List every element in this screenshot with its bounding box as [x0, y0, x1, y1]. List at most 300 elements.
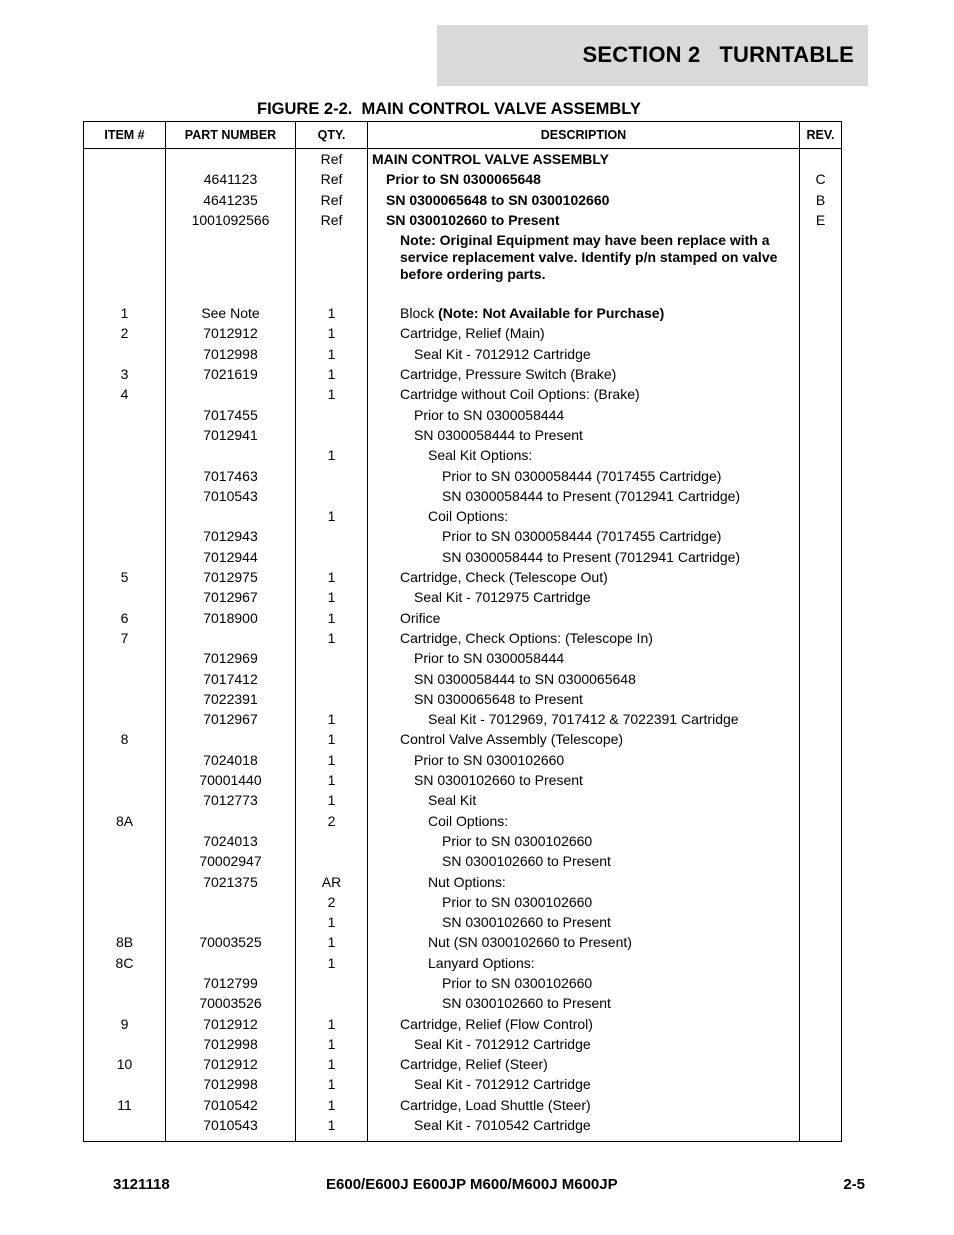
- qty-cell: 1: [296, 1016, 368, 1036]
- qty-cell: 1: [296, 508, 368, 528]
- description-label: Note: Original Equipment may have been replace with a service replacement valve. Identify p/n stamped on valve before ordering parts.: [400, 232, 782, 283]
- description-text: [372, 955, 799, 972]
- description-text: [372, 1097, 799, 1114]
- qty-cell: 1: [296, 447, 368, 467]
- revision-cell: [800, 346, 842, 366]
- part-number-cell: 7012773: [166, 792, 296, 812]
- description-label: Seal Kit - 7012912 Cartridge: [414, 345, 591, 362]
- item-number-cell: [84, 1036, 166, 1056]
- item-number-cell: 8C: [84, 955, 166, 975]
- part-number-cell: 7010543: [166, 488, 296, 508]
- description-cell: [368, 813, 800, 833]
- table-row: [84, 1016, 842, 1036]
- qty-cell: 1: [296, 934, 368, 954]
- description-cell: [368, 232, 800, 305]
- description-text: [372, 630, 799, 647]
- description-label: Cartridge, Check Options: (Telescope In): [400, 629, 653, 646]
- revision-cell: [800, 325, 842, 345]
- item-number-cell: 2: [84, 325, 166, 345]
- revision-cell: [800, 366, 842, 386]
- part-number-cell: 7021619: [166, 366, 296, 386]
- part-number-cell: 7012943: [166, 528, 296, 548]
- description-cell: [368, 772, 800, 792]
- table-row: [84, 813, 842, 833]
- table-row: [84, 192, 842, 212]
- revision-cell: [800, 149, 842, 172]
- description-label: Seal Kit - 7012912 Cartridge: [414, 1076, 591, 1093]
- description-text: [372, 468, 799, 485]
- qty-cell: 2: [296, 813, 368, 833]
- revision-cell: [800, 447, 842, 467]
- part-number-cell: 4641123: [166, 171, 296, 191]
- part-number-cell: 7012998: [166, 1036, 296, 1056]
- item-number-cell: 1: [84, 305, 166, 325]
- revision-cell: [800, 1117, 842, 1142]
- revision-cell: [800, 731, 842, 751]
- part-number-cell: 1001092566: [166, 212, 296, 232]
- revision-cell: [800, 569, 842, 589]
- qty-cell: [296, 853, 368, 873]
- table-header-row: [84, 122, 842, 149]
- part-number-cell: 7024013: [166, 833, 296, 853]
- description-text: [372, 752, 799, 769]
- description-text: [372, 589, 799, 606]
- item-number-cell: [84, 752, 166, 772]
- part-number-cell: 7017463: [166, 468, 296, 488]
- description-text: [372, 853, 799, 870]
- description-label: Seal Kit - 7010542 Cartridge: [414, 1117, 591, 1134]
- part-number-cell: 70001440: [166, 772, 296, 792]
- description-label: SN 0300058444 to Present: [414, 426, 583, 443]
- part-number-cell: 7012912: [166, 1056, 296, 1076]
- description-text: [372, 1117, 799, 1134]
- table-row: [84, 671, 842, 691]
- qty-cell: [296, 488, 368, 508]
- part-number-cell: 70002947: [166, 853, 296, 873]
- part-number-cell: [166, 731, 296, 751]
- qty-cell: 1: [296, 772, 368, 792]
- part-number-cell: 7017455: [166, 407, 296, 427]
- description-text: [372, 711, 799, 728]
- table-row: [84, 386, 842, 406]
- description-cell: [368, 1056, 800, 1076]
- description-label: Block: [400, 305, 439, 322]
- table-row: [84, 366, 842, 386]
- table-row: [84, 853, 842, 873]
- item-number-cell: [84, 508, 166, 528]
- part-number-cell: [166, 447, 296, 467]
- item-number-cell: 3: [84, 366, 166, 386]
- description-cell: [368, 894, 800, 914]
- description-label: MAIN CONTROL VALVE ASSEMBLY: [372, 151, 609, 167]
- table-row: [84, 650, 842, 670]
- part-number-cell: [166, 630, 296, 650]
- qty-cell: 1: [296, 792, 368, 812]
- item-number-cell: [84, 995, 166, 1015]
- description-text: [372, 650, 799, 667]
- qty-cell: [296, 549, 368, 569]
- table-row: [84, 171, 842, 191]
- description-cell: [368, 488, 800, 508]
- table-row: [84, 407, 842, 427]
- description-text: [372, 427, 799, 444]
- qty-cell: 1: [296, 305, 368, 325]
- description-text: [372, 569, 799, 586]
- description-cell: [368, 589, 800, 609]
- description-label: SN 0300058444 to Present (7012941 Cartridge): [442, 548, 741, 565]
- table-row: [84, 427, 842, 447]
- part-number-cell: 7010542: [166, 1097, 296, 1117]
- item-number-cell: 7: [84, 630, 166, 650]
- part-number-cell: 7012975: [166, 569, 296, 589]
- part-number-cell: 7018900: [166, 610, 296, 630]
- description-text: [372, 386, 799, 403]
- description-text: [372, 894, 799, 911]
- description-label: Coil Options:: [428, 812, 509, 829]
- revision-cell: [800, 508, 842, 528]
- description-text: [372, 192, 799, 209]
- item-number-cell: 8B: [84, 934, 166, 954]
- description-cell: [368, 691, 800, 711]
- part-number-cell: 7021375: [166, 874, 296, 894]
- item-number-cell: 4: [84, 386, 166, 406]
- column-header-part-number: PART NUMBER: [166, 122, 296, 149]
- qty-cell: 1: [296, 386, 368, 406]
- description-label: Prior to SN 0300058444: [414, 650, 565, 667]
- qty-cell: 1: [296, 366, 368, 386]
- revision-cell: [800, 488, 842, 508]
- revision-cell: [800, 549, 842, 569]
- revision-cell: [800, 833, 842, 853]
- qty-cell: [296, 528, 368, 548]
- revision-cell: E: [800, 212, 842, 232]
- item-number-cell: [84, 833, 166, 853]
- description-text: [372, 874, 799, 891]
- part-number-cell: 7022391: [166, 691, 296, 711]
- description-label: Lanyard Options:: [428, 954, 535, 971]
- qty-cell: AR: [296, 874, 368, 894]
- revision-cell: [800, 407, 842, 427]
- item-number-cell: [84, 468, 166, 488]
- qty-cell: 1: [296, 914, 368, 934]
- part-number-cell: [166, 894, 296, 914]
- table-row: [84, 772, 842, 792]
- qty-cell: 1: [296, 711, 368, 731]
- table-row: [84, 569, 842, 589]
- revision-cell: [800, 691, 842, 711]
- description-text: [372, 772, 799, 789]
- section-title: SECTION 2 TURNTABLE: [582, 42, 854, 67]
- description-cell: [368, 934, 800, 954]
- description-text: [372, 813, 799, 830]
- table-row: [84, 149, 842, 172]
- table-row: [84, 894, 842, 914]
- part-number-cell: 7012799: [166, 975, 296, 995]
- column-header-description: DESCRIPTION: [368, 122, 800, 149]
- description-text: [372, 1076, 799, 1093]
- part-number-cell: [166, 386, 296, 406]
- revision-cell: [800, 995, 842, 1015]
- description-text: [372, 914, 799, 931]
- part-number-cell: [166, 955, 296, 975]
- revision-cell: [800, 427, 842, 447]
- description-cell: [368, 833, 800, 853]
- qty-cell: Ref: [296, 192, 368, 212]
- table-row: [84, 914, 842, 934]
- part-number-cell: 7010543: [166, 1117, 296, 1142]
- item-number-cell: [84, 711, 166, 731]
- table-row: [84, 508, 842, 528]
- item-number-cell: [84, 792, 166, 812]
- description-text: [372, 447, 799, 464]
- description-text: [372, 528, 799, 545]
- item-number-cell: 8A: [84, 813, 166, 833]
- table-row: [84, 305, 842, 325]
- part-number-cell: 70003526: [166, 995, 296, 1015]
- qty-cell: [296, 671, 368, 691]
- table-row: [84, 630, 842, 650]
- part-number-cell: 7012941: [166, 427, 296, 447]
- item-number-cell: [84, 894, 166, 914]
- revision-cell: [800, 305, 842, 325]
- description-cell: [368, 711, 800, 731]
- table-row: [84, 1117, 842, 1142]
- item-number-cell: 8: [84, 731, 166, 751]
- revision-cell: [800, 813, 842, 833]
- table-row: [84, 792, 842, 812]
- note-text: [372, 232, 799, 305]
- part-number-cell: 7012998: [166, 1076, 296, 1096]
- description-text: [372, 305, 799, 322]
- description-cell: [368, 427, 800, 447]
- description-cell: [368, 955, 800, 975]
- description-text: [372, 975, 799, 992]
- revision-cell: [800, 589, 842, 609]
- qty-cell: Ref: [296, 171, 368, 191]
- table-row: [84, 610, 842, 630]
- part-number-cell: 7012912: [166, 325, 296, 345]
- description-text: [372, 731, 799, 748]
- qty-cell: [296, 995, 368, 1015]
- part-number-cell: 7024018: [166, 752, 296, 772]
- qty-cell: 1: [296, 630, 368, 650]
- qty-cell: [296, 232, 368, 305]
- column-header-item: ITEM #: [84, 122, 166, 149]
- table-row: [84, 1097, 842, 1117]
- description-cell: [368, 149, 800, 172]
- description-label: Cartridge, Pressure Switch (Brake): [400, 366, 617, 383]
- parts-table: [83, 121, 842, 1142]
- item-number-cell: 5: [84, 569, 166, 589]
- table-row: [84, 934, 842, 954]
- qty-cell: Ref: [296, 212, 368, 232]
- item-number-cell: [84, 691, 166, 711]
- table-row: [84, 955, 842, 975]
- description-text: [372, 549, 799, 566]
- description-cell: [368, 468, 800, 488]
- description-label: Cartridge without Coil Options: (Brake): [400, 386, 640, 403]
- table-row: [84, 1056, 842, 1076]
- table-body: [84, 149, 842, 1142]
- revision-cell: [800, 1016, 842, 1036]
- description-label: Seal Kit - 7012975 Cartridge: [414, 589, 591, 606]
- qty-cell: [296, 468, 368, 488]
- item-number-cell: 9: [84, 1016, 166, 1036]
- description-text: [372, 691, 799, 708]
- description-cell: [368, 975, 800, 995]
- table-row: [84, 995, 842, 1015]
- table-row: [84, 325, 842, 345]
- description-cell: [368, 610, 800, 630]
- qty-cell: 1: [296, 589, 368, 609]
- description-text: [372, 934, 799, 951]
- description-text: [372, 995, 799, 1012]
- revision-cell: [800, 894, 842, 914]
- qty-cell: [296, 833, 368, 853]
- revision-cell: [800, 853, 842, 873]
- description-text: [372, 407, 799, 424]
- item-number-cell: [84, 772, 166, 792]
- revision-cell: [800, 232, 842, 305]
- description-cell: [368, 212, 800, 232]
- description-cell: [368, 171, 800, 191]
- revision-cell: [800, 711, 842, 731]
- revision-cell: [800, 752, 842, 772]
- qty-cell: 1: [296, 1056, 368, 1076]
- qty-cell: 1: [296, 1076, 368, 1096]
- item-number-cell: [84, 589, 166, 609]
- table-row: [84, 833, 842, 853]
- revision-cell: [800, 914, 842, 934]
- footer-doc-number: 3121118: [113, 1176, 170, 1193]
- item-number-cell: [84, 975, 166, 995]
- description-cell: [368, 630, 800, 650]
- qty-cell: 1: [296, 569, 368, 589]
- part-number-cell: See Note: [166, 305, 296, 325]
- qty-cell: [296, 427, 368, 447]
- revision-cell: [800, 650, 842, 670]
- revision-cell: C: [800, 171, 842, 191]
- description-text: [372, 610, 799, 627]
- description-cell: [368, 792, 800, 812]
- part-number-cell: 7012967: [166, 589, 296, 609]
- table-row: [84, 691, 842, 711]
- figure-title: FIGURE 2-2. MAIN CONTROL VALVE ASSEMBLY: [257, 100, 641, 118]
- description-label: Seal Kit - 7012969, 7017412 & 7022391 Cartridge: [428, 711, 739, 728]
- description-label: SN 0300102660 to Present: [442, 914, 611, 931]
- footer-page-number: 2-5: [843, 1176, 865, 1193]
- qty-cell: 1: [296, 731, 368, 751]
- part-number-cell: 7012912: [166, 1016, 296, 1036]
- table-row: [84, 528, 842, 548]
- description-text: [372, 671, 799, 688]
- table-row: [84, 468, 842, 488]
- qty-cell: 1: [296, 325, 368, 345]
- description-text: [372, 325, 799, 342]
- table-row: [84, 1076, 842, 1096]
- qty-cell: 1: [296, 752, 368, 772]
- description-cell: [368, 995, 800, 1015]
- item-number-cell: 6: [84, 610, 166, 630]
- description-cell: [368, 528, 800, 548]
- part-number-cell: 7012998: [166, 346, 296, 366]
- description-label: Cartridge, Relief (Main): [400, 325, 545, 342]
- revision-cell: [800, 468, 842, 488]
- revision-cell: [800, 934, 842, 954]
- description-label: Seal Kit - 7012912 Cartridge: [414, 1035, 591, 1052]
- revision-cell: [800, 955, 842, 975]
- table-row: [84, 1036, 842, 1056]
- description-cell: [368, 1117, 800, 1142]
- item-number-cell: [84, 1117, 166, 1142]
- item-number-cell: [84, 232, 166, 305]
- description-label: Prior to SN 0300058444 (7017455 Cartridge): [442, 528, 722, 545]
- description-cell: [368, 407, 800, 427]
- description-text: [372, 508, 799, 525]
- qty-cell: Ref: [296, 149, 368, 172]
- revision-cell: [800, 1076, 842, 1096]
- qty-cell: [296, 975, 368, 995]
- description-cell: [368, 1036, 800, 1056]
- revision-cell: [800, 630, 842, 650]
- description-cell: [368, 366, 800, 386]
- item-number-cell: [84, 407, 166, 427]
- item-number-cell: [84, 171, 166, 191]
- item-number-cell: [84, 549, 166, 569]
- description-label: Prior to SN 0300102660: [442, 893, 593, 910]
- item-number-cell: [84, 192, 166, 212]
- qty-cell: 1: [296, 955, 368, 975]
- description-cell: [368, 305, 800, 325]
- qty-cell: [296, 691, 368, 711]
- qty-cell: [296, 407, 368, 427]
- table-row: [84, 549, 842, 569]
- part-number-cell: 7012944: [166, 549, 296, 569]
- table-row: [84, 488, 842, 508]
- description-label: Control Valve Assembly (Telescope): [400, 731, 624, 748]
- description-cell: [368, 1076, 800, 1096]
- description-label: Seal Kit Options:: [428, 447, 533, 464]
- description-cell: [368, 914, 800, 934]
- description-label: Nut Options:: [428, 873, 506, 890]
- revision-cell: [800, 792, 842, 812]
- item-number-cell: 11: [84, 1097, 166, 1117]
- description-cell: [368, 1016, 800, 1036]
- part-number-cell: [166, 508, 296, 528]
- revision-cell: B: [800, 192, 842, 212]
- part-number-cell: 4641235: [166, 192, 296, 212]
- description-text: [372, 171, 799, 188]
- revision-cell: [800, 1056, 842, 1076]
- description-label: SN 0300102660 to Present: [442, 853, 611, 870]
- description-label: SN 0300058444 to Present (7012941 Cartridge): [442, 487, 741, 504]
- part-number-cell: [166, 232, 296, 305]
- description-note: (Note: Not Available for Purchase): [438, 305, 665, 322]
- item-number-cell: [84, 528, 166, 548]
- revision-cell: [800, 975, 842, 995]
- description-label: Prior to SN 0300058444: [414, 406, 565, 423]
- qty-cell: 1: [296, 1097, 368, 1117]
- description-label: Prior to SN 0300102660: [442, 974, 593, 991]
- item-number-cell: [84, 427, 166, 447]
- description-label: Cartridge, Relief (Steer): [400, 1056, 548, 1073]
- description-text: [372, 212, 799, 229]
- item-number-cell: [84, 853, 166, 873]
- revision-cell: [800, 528, 842, 548]
- description-cell: [368, 752, 800, 772]
- description-text: [372, 151, 799, 168]
- revision-cell: [800, 610, 842, 630]
